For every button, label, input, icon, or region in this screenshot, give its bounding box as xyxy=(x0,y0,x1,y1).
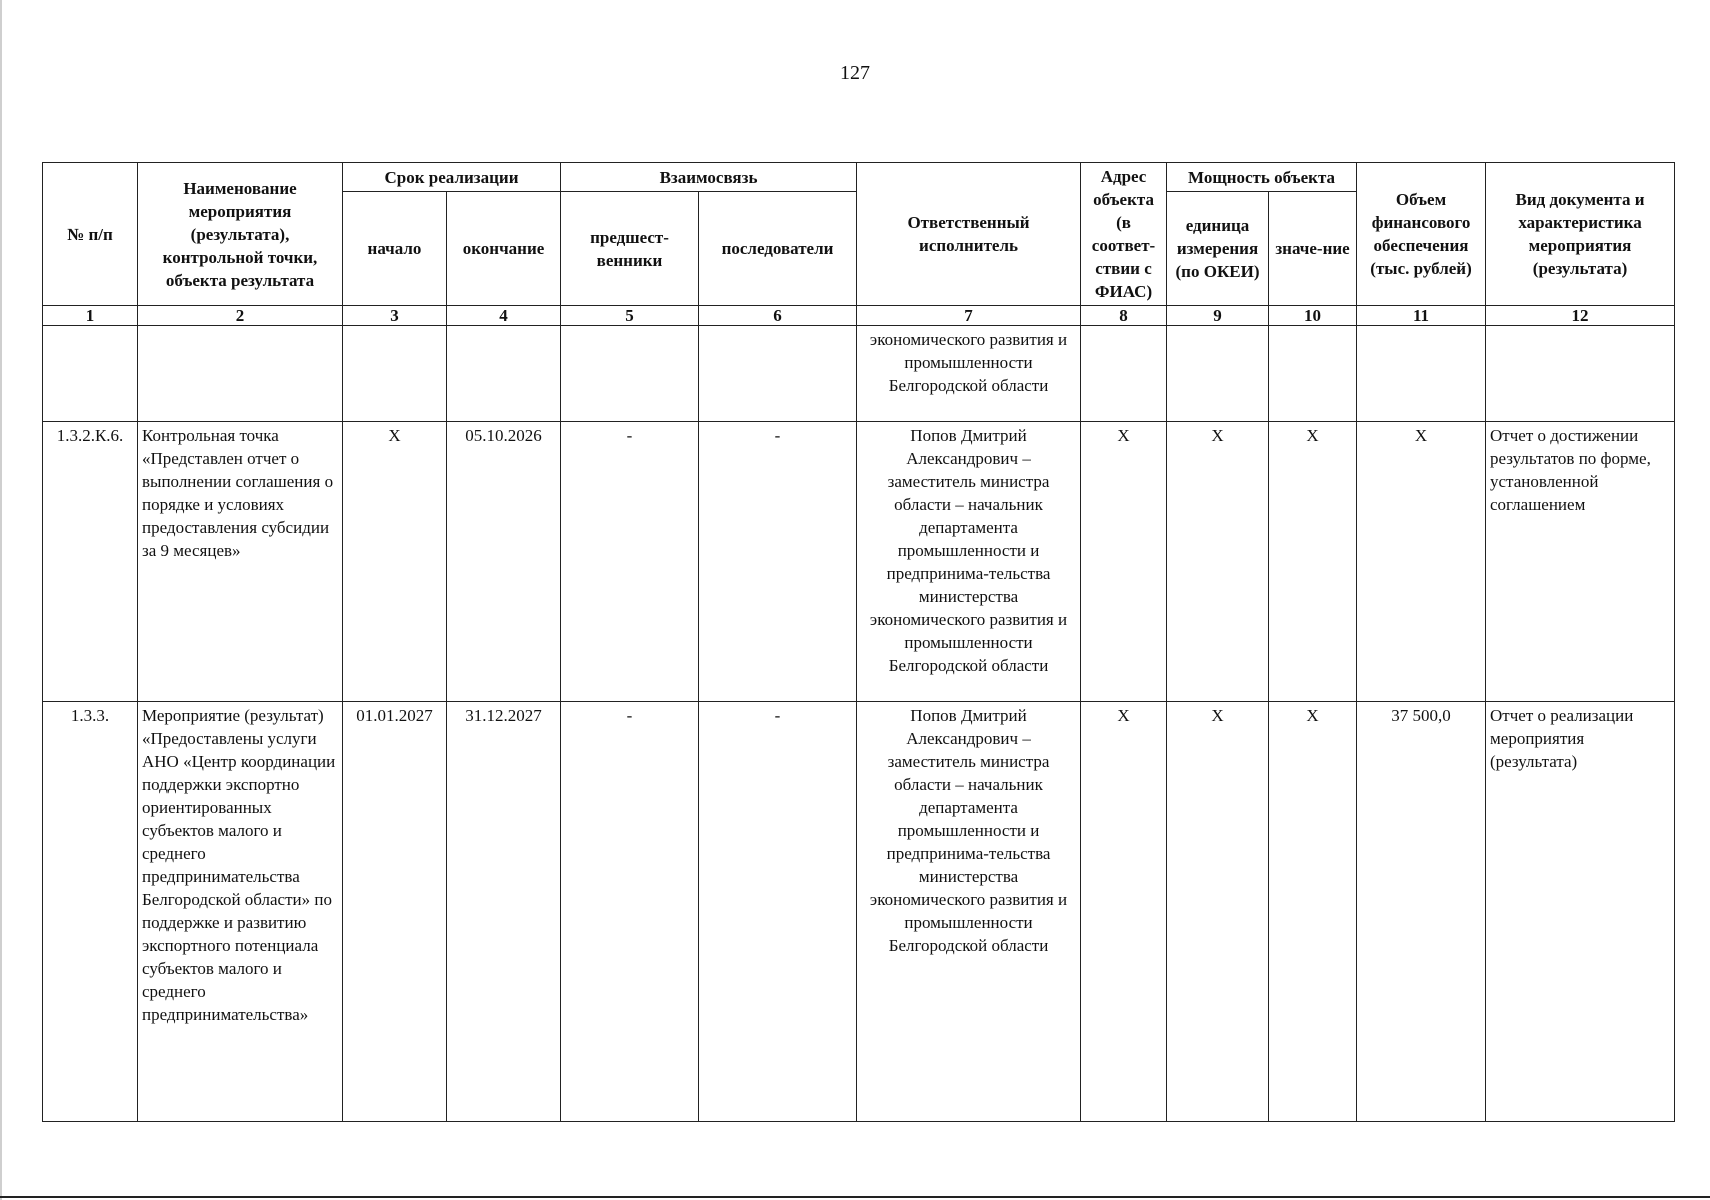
cell-end: 31.12.2027 xyxy=(447,702,561,1122)
cell-document: Отчет о достижении результатов по форме, установленной соглашением xyxy=(1486,422,1675,702)
header-end: окончание xyxy=(447,192,561,306)
cell-unit: Х xyxy=(1167,702,1269,1122)
header-responsible: Ответственный исполнитель xyxy=(857,163,1081,306)
column-number-row xyxy=(43,306,1675,326)
header-address: Адрес объекта (в соответ-ствии с ФИАС) xyxy=(1081,163,1167,306)
header-start: начало xyxy=(343,192,447,306)
scan-edge-line xyxy=(0,0,2,1200)
cell-value: Х xyxy=(1269,702,1357,1122)
cell-unit xyxy=(1167,326,1269,422)
cell-document: Отчет о реализации мероприятия (результата) xyxy=(1486,702,1675,1122)
cell-document xyxy=(1486,326,1675,422)
cell-responsible: Попов Дмитрий Александрович – заместитель министра области – начальник департамента промышленности и предпринима-тельства министерства экономического развития и промышленности Белгородской области xyxy=(857,702,1081,1122)
header-group-power: Мощность объекта xyxy=(1167,163,1357,192)
cell-name xyxy=(138,326,343,422)
cell-num: 1.3.3. xyxy=(43,702,138,1122)
cell-start xyxy=(343,326,447,422)
column-number: 1 xyxy=(43,306,138,326)
cell-successors xyxy=(699,326,857,422)
column-number: 9 xyxy=(1167,306,1269,326)
cell-end: 05.10.2026 xyxy=(447,422,561,702)
cell-predecessors xyxy=(561,326,699,422)
header-predecessors: предшест-венники xyxy=(561,192,699,306)
cell-value: Х xyxy=(1269,422,1357,702)
cell-financing: Х xyxy=(1357,422,1486,702)
column-number: 4 xyxy=(447,306,561,326)
cell-financing: 37 500,0 xyxy=(1357,702,1486,1122)
cell-name: Контрольная точка «Представлен отчет о выполнении соглашения о порядке и условиях предоставления субсидии за 9 месяцев» xyxy=(138,422,343,702)
column-number: 8 xyxy=(1081,306,1167,326)
cell-address: Х xyxy=(1081,702,1167,1122)
scan-bottom-line xyxy=(0,1196,1710,1198)
table-row xyxy=(43,422,1675,702)
cell-address xyxy=(1081,326,1167,422)
column-number: 11 xyxy=(1357,306,1486,326)
table-header xyxy=(43,163,1675,326)
header-document: Вид документа и характеристика мероприятия (результата) xyxy=(1486,163,1675,306)
page-number: 127 xyxy=(840,62,870,84)
header-successors: последователи xyxy=(699,192,857,306)
cell-predecessors: - xyxy=(561,422,699,702)
column-number: 7 xyxy=(857,306,1081,326)
cell-unit: Х xyxy=(1167,422,1269,702)
cell-value xyxy=(1269,326,1357,422)
header-financing: Объем финансового обеспечения (тыс. рублей) xyxy=(1357,163,1486,306)
cell-predecessors: - xyxy=(561,702,699,1122)
cell-successors: - xyxy=(699,422,857,702)
column-number: 10 xyxy=(1269,306,1357,326)
cell-num: 1.3.2.К.6. xyxy=(43,422,138,702)
table-row xyxy=(43,702,1675,1122)
cell-start: 01.01.2027 xyxy=(343,702,447,1122)
cell-num xyxy=(43,326,138,422)
column-number: 5 xyxy=(561,306,699,326)
header-name: Наименование мероприятия (результата), контрольной точки, объекта результата xyxy=(138,163,343,306)
cell-responsible: Попов Дмитрий Александрович – заместитель министра области – начальник департамента промышленности и предпринима-тельства министерства экономического развития и промышленности Белгородской области xyxy=(857,422,1081,702)
column-number: 6 xyxy=(699,306,857,326)
cell-successors: - xyxy=(699,702,857,1122)
cell-responsible: экономического развития и промышленности Белгородской области xyxy=(857,326,1081,422)
column-number: 12 xyxy=(1486,306,1675,326)
cell-address: Х xyxy=(1081,422,1167,702)
header-value: значе-ние xyxy=(1269,192,1357,306)
column-number: 3 xyxy=(343,306,447,326)
cell-start: Х xyxy=(343,422,447,702)
column-number: 2 xyxy=(138,306,343,326)
header-num: № п/п xyxy=(43,163,138,306)
header-group-term: Срок реализации xyxy=(343,163,561,192)
cell-end xyxy=(447,326,561,422)
plan-table xyxy=(42,162,1675,1122)
header-group-link: Взаимосвязь xyxy=(561,163,857,192)
cell-financing xyxy=(1357,326,1486,422)
header-unit: единица измерения (по ОКЕИ) xyxy=(1167,192,1269,306)
cell-name: Мероприятие (результат) «Предоставлены услуги АНО «Центр координации поддержки экспортно ориентированных субъектов малого и среднего предпринимательства Белгородской области» по поддержке и развитию экспортного потенциала субъектов малого и среднего предпринимательства» xyxy=(138,702,343,1122)
table-row xyxy=(43,326,1675,422)
